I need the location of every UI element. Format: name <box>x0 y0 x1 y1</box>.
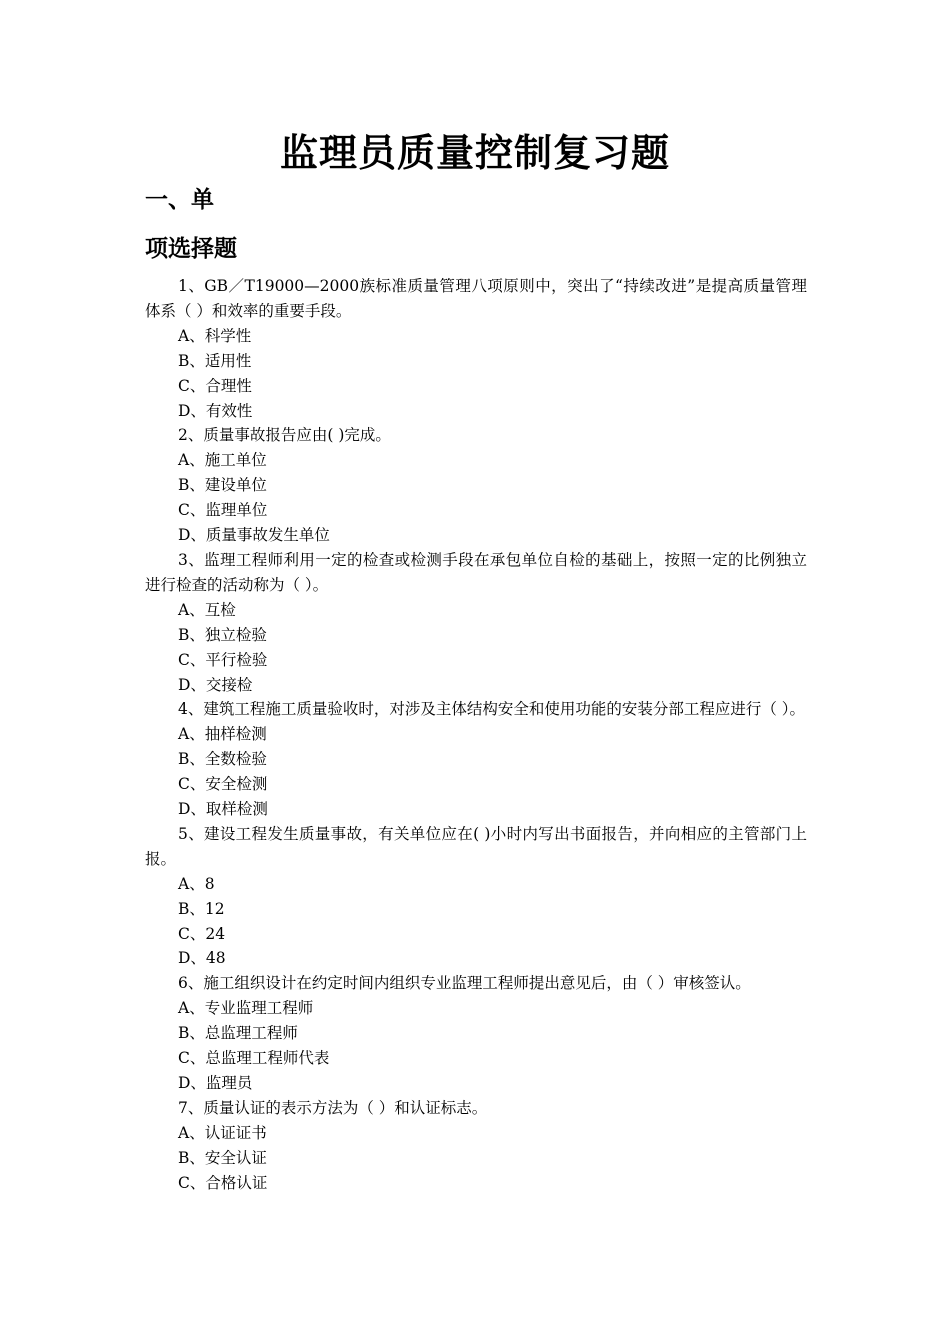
option-7-b: B、安全认证 <box>178 1148 267 1167</box>
option-1-d: D、有效性 <box>178 401 253 420</box>
option-4-a: A、抽样检测 <box>178 725 267 744</box>
question-list <box>145 274 807 1196</box>
option-5-b: B、12 <box>178 899 225 918</box>
option-6-b: B、总监理工程师 <box>178 1024 298 1043</box>
option-5-d: D、48 <box>178 949 226 968</box>
question-3: 3、监理工程师利用一定的检查或检测手段在承包单位自检的基础上，按照一定的比例独立进行检查的活动称为（ ）。 <box>145 550 807 594</box>
option-4-c: C、安全检测 <box>178 775 268 794</box>
option-1-c: C、合理性 <box>178 376 252 395</box>
option-2-d: D、质量事故发生单位 <box>178 526 330 545</box>
option-5-c: C、24 <box>178 924 226 943</box>
option-7-c: C、合格认证 <box>178 1173 268 1192</box>
option-7-a: A、认证证书 <box>178 1123 267 1142</box>
option-3-c: C、平行检验 <box>178 650 268 669</box>
option-4-b: B、全数检验 <box>178 750 267 769</box>
option-1-a: A、科学性 <box>178 326 252 345</box>
option-3-d: D、交接检 <box>178 675 253 694</box>
option-3-b: B、独立检验 <box>178 625 267 644</box>
option-4-d: D、取样检测 <box>178 800 268 819</box>
question-1: 1、GB／T19000—2000族标准质量管理八项原则中，突出了“持续改进”是提高质量管理体系（ ）和效率的重要手段。 <box>145 277 807 320</box>
question-7: 7、质量认证的表示方法为（ ）和认证标志。 <box>178 1098 488 1117</box>
question-5: 5、建设工程发生质量事故，有关单位应在( )小时内写出书面报告，并向相应的主管部门上报。 <box>145 824 807 868</box>
option-1-b: B、适用性 <box>178 351 252 370</box>
option-6-c: C、总监理工程师代表 <box>178 1049 330 1068</box>
option-6-a: A、专业监理工程师 <box>178 999 314 1018</box>
option-3-a: A、互检 <box>178 600 236 619</box>
question-2: 2、质量事故报告应由( )完成。 <box>178 426 391 445</box>
option-2-b: B、建设单位 <box>178 476 267 495</box>
option-2-a: A、施工单位 <box>178 451 267 470</box>
section-heading-1: 一、单 <box>145 187 214 213</box>
page-title: 监理员质量控制复习题 <box>279 131 670 175</box>
option-5-a: A、8 <box>178 874 215 893</box>
option-6-d: D、监理员 <box>178 1074 253 1092</box>
section-heading-2: 项选择题 <box>145 236 237 262</box>
option-2-c: C、监理单位 <box>178 501 268 520</box>
question-4: 4、建筑工程施工质量验收时，对涉及主体结构安全和使用功能的安装分部工程应进行（ ）。 <box>178 700 806 719</box>
question-6: 6、施工组织设计在约定时间内组织专业监理工程师提出意见后，由（ ）审核签认。 <box>178 974 751 993</box>
